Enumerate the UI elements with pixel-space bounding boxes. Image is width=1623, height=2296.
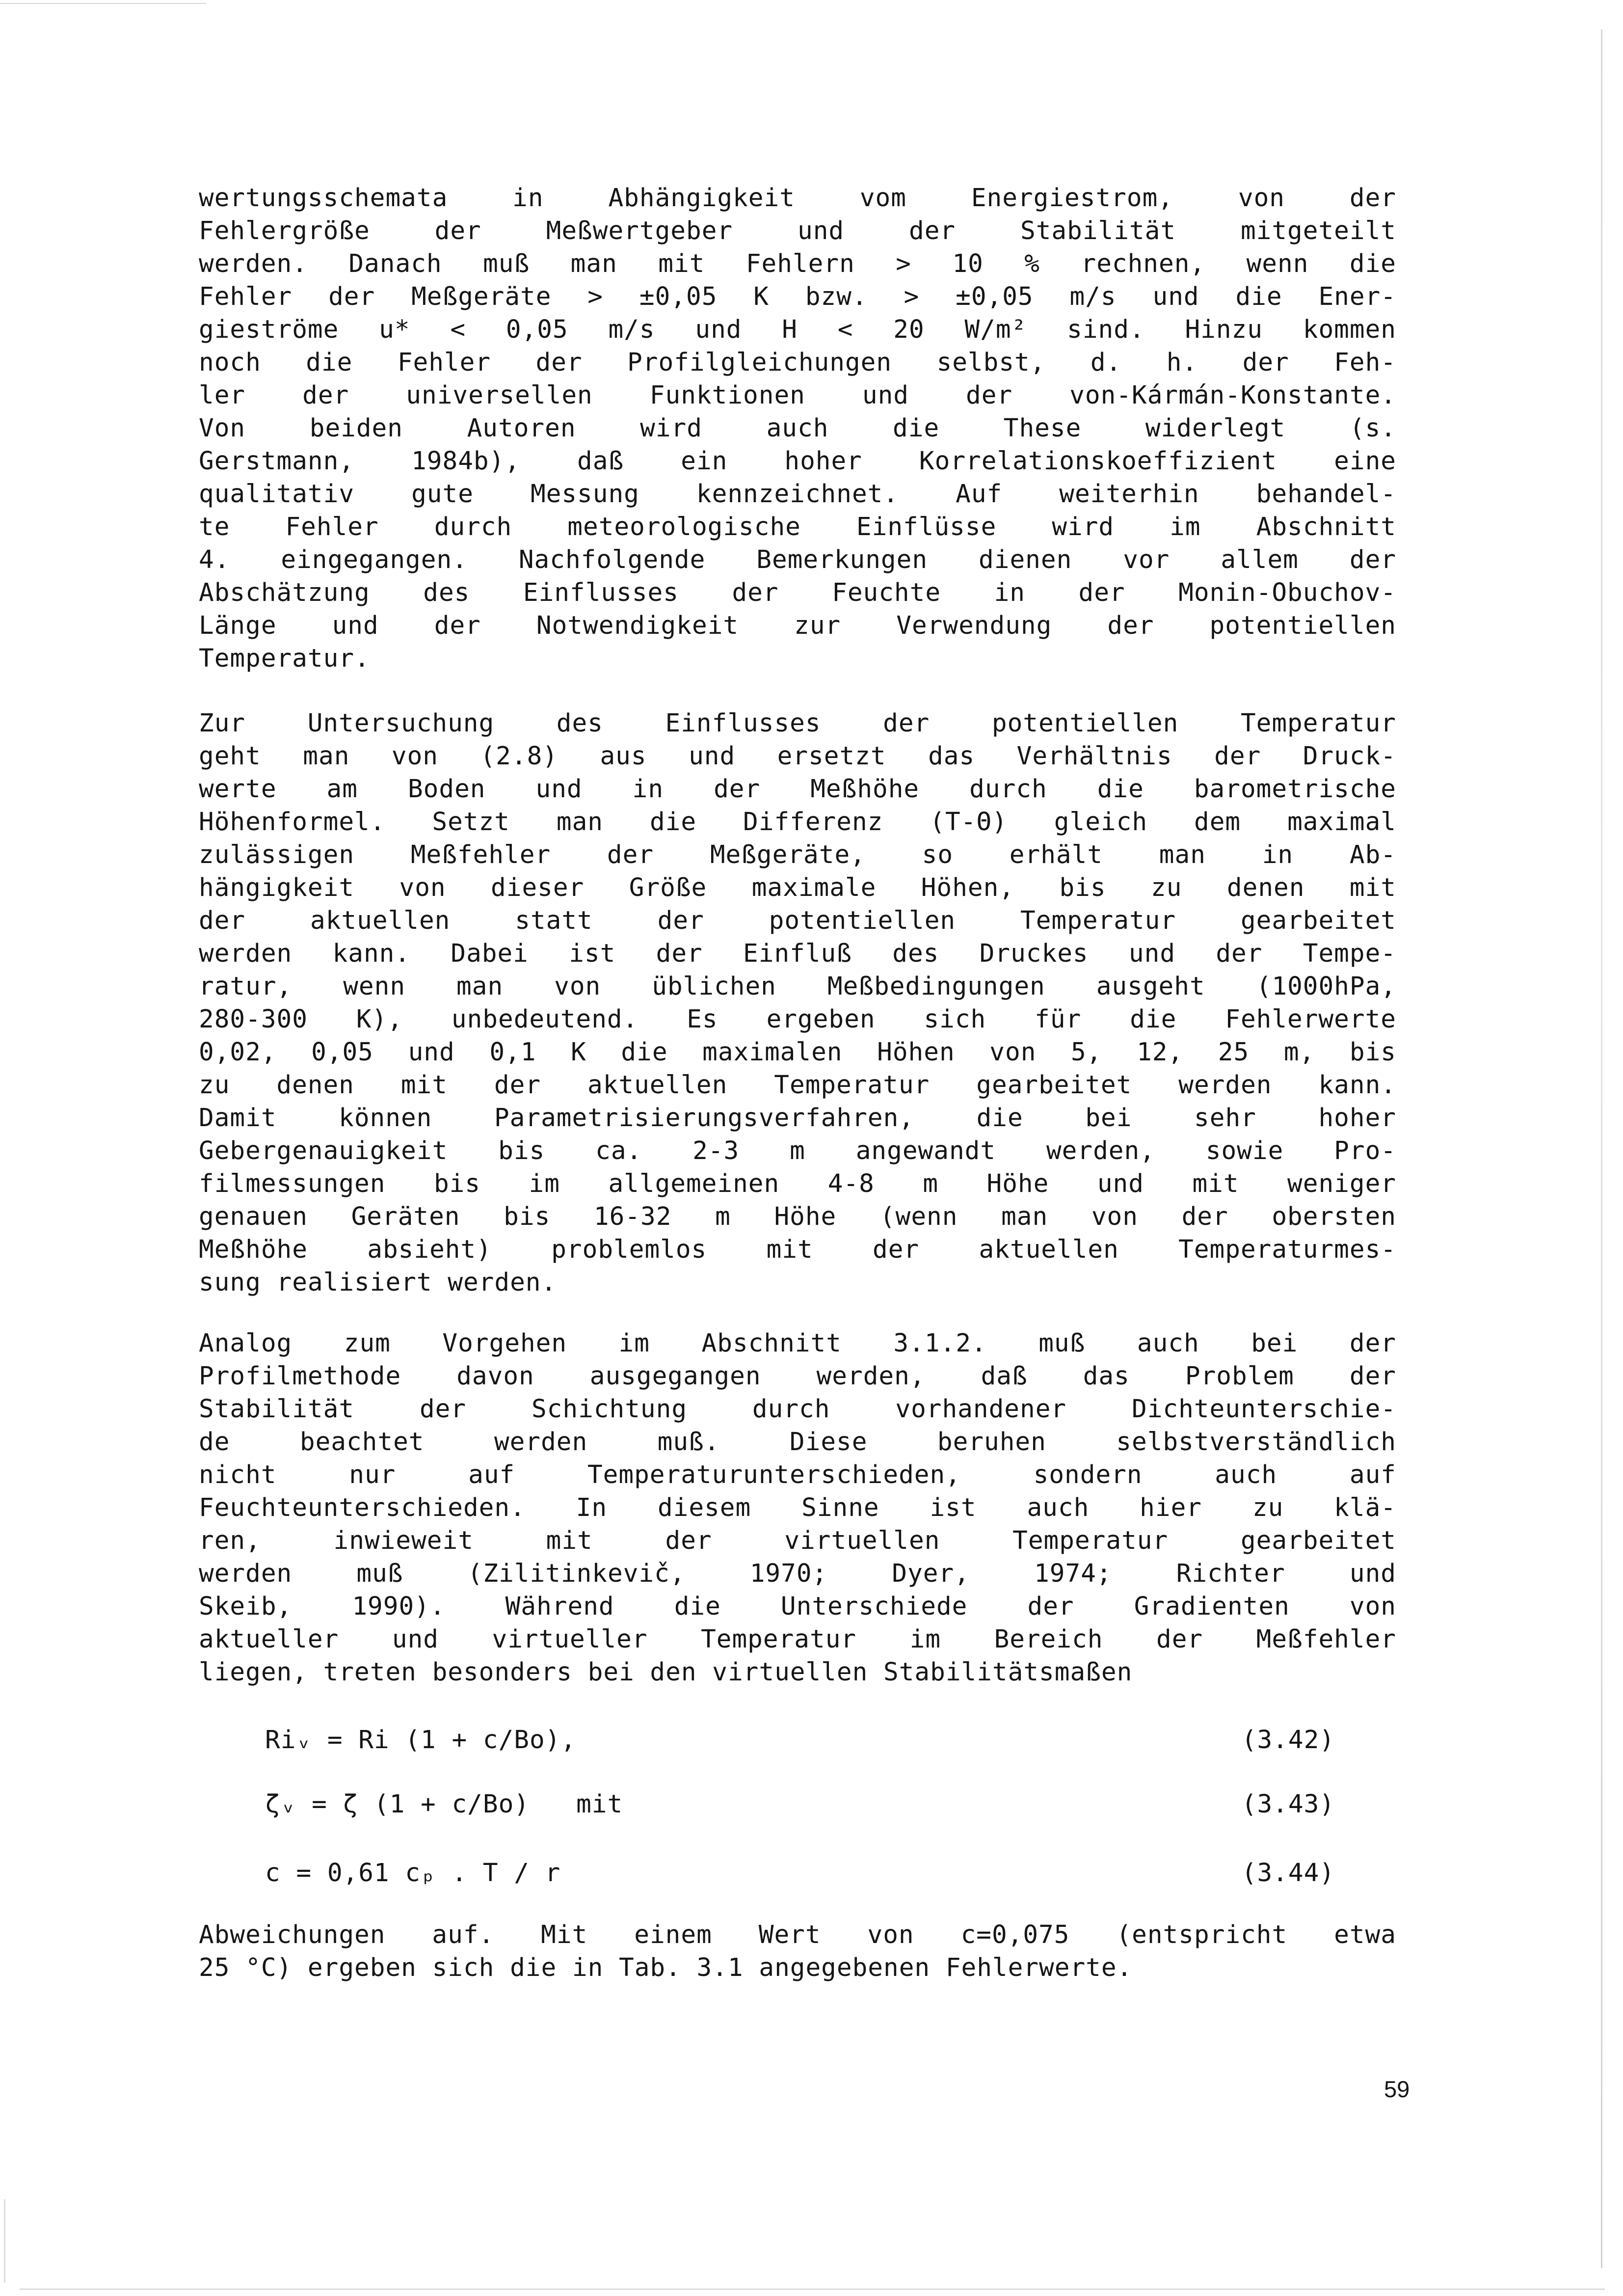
scan-edge-right bbox=[1601, 29, 1602, 2268]
equation-3-44 bbox=[265, 1859, 1335, 1898]
text-line: Zur Untersuchung des Einflusses der potentiellen Temperatur bbox=[199, 709, 1396, 738]
text-line: de beachtet werden muß. Diese beruhen selbstverständlich bbox=[199, 1428, 1396, 1457]
text-line: Abschätzung des Einflusses der Feuchte in der Monin-Obuchov- bbox=[199, 578, 1396, 607]
text-line: Damit können Parametrisierungsverfahren, die bei sehr hoher bbox=[199, 1104, 1396, 1133]
scan-edge-top bbox=[0, 3, 206, 4]
equation-expression: ζᵥ = ζ (1 + c/Bo) mit bbox=[265, 1790, 623, 1819]
text-line: ler der universellen Funktionen und der von-Kármán-Konstante. bbox=[199, 381, 1396, 410]
text-line: werden. Danach muß man mit Fehlern > 10 % rechnen, wenn die bbox=[199, 249, 1396, 278]
text-line: der aktuellen statt der potentiellen Temperatur gearbeitet bbox=[199, 906, 1396, 935]
text-line: Gebergenauigkeit bis ca. 2-3 m angewandt werden, sowie Pro- bbox=[199, 1136, 1396, 1165]
text-line: nicht nur auf Temperaturunterschieden, sondern auch auf bbox=[199, 1460, 1396, 1489]
text-line: 4. eingegangen. Nachfolgende Bemerkungen dienen vor allem der bbox=[199, 545, 1396, 574]
text-line: noch die Fehler der Profilgleichungen selbst, d. h. der Feh- bbox=[199, 348, 1396, 377]
text-line: geht man von (2.8) aus und ersetzt das Verhältnis der Druck- bbox=[199, 742, 1396, 771]
page-number: 59 bbox=[1384, 2076, 1410, 2102]
text-line: zulässigen Meßfehler der Meßgeräte, so erhält man in Ab- bbox=[199, 840, 1396, 869]
equation-number: (3.43) bbox=[1241, 1790, 1335, 1819]
text-line: Profilmethode davon ausgegangen werden, daß das Problem der bbox=[199, 1362, 1396, 1391]
text-line: Gerstmann, 1984b), daß ein hoher Korrelationskoeffizient eine bbox=[199, 447, 1396, 476]
text-line: Von beiden Autoren wird auch die These widerlegt (s. bbox=[199, 414, 1396, 443]
text-line: 280-300 K), unbedeutend. Es ergeben sich für die Fehlerwerte bbox=[199, 1005, 1396, 1034]
text-line: Meßhöhe absieht) problemlos mit der aktuellen Temperaturmes- bbox=[199, 1235, 1396, 1264]
text-line: Höhenformel. Setzt man die Differenz (T-Θ) gleich dem maximal bbox=[199, 808, 1396, 837]
text-line: ratur, wenn man von üblichen Meßbedingungen ausgeht (1000hPa, bbox=[199, 972, 1396, 1001]
equation-number: (3.42) bbox=[1241, 1726, 1335, 1755]
equation-3-42 bbox=[265, 1726, 1335, 1765]
text-line: wertungsschemata in Abhängigkeit vom Energiestrom, von der bbox=[199, 184, 1396, 213]
paragraph-error-estimation bbox=[199, 182, 1396, 675]
text-line: filmessungen bis im allgemeinen 4-8 m Höhe und mit weniger bbox=[199, 1169, 1396, 1198]
text-line: Feuchteunterschieden. In diesem Sinne ist auch hier zu klä- bbox=[199, 1493, 1396, 1522]
text-line: Abweichungen auf. Mit einem Wert von c=0,075 (entspricht etwa bbox=[199, 1920, 1396, 1949]
text-line: aktueller und virtueller Temperatur im Bereich der Meßfehler bbox=[199, 1625, 1396, 1654]
text-line: Temperatur. bbox=[199, 644, 370, 673]
text-line: te Fehler durch meteorologische Einflüsse wird im Abschnitt bbox=[199, 513, 1396, 541]
equation-number: (3.44) bbox=[1241, 1859, 1335, 1888]
text-line: 25 °C) ergeben sich die in Tab. 3.1 angegebenen Fehlerwerte. bbox=[199, 1953, 1133, 1982]
text-line: Länge und der Notwendigkeit zur Verwendung der potentiellen bbox=[199, 611, 1396, 640]
text-line: Fehler der Meßgeräte > ±0,05 K bzw. > ±0,05 m/s und die Ener- bbox=[199, 282, 1396, 311]
text-line: 0,02, 0,05 und 0,1 K die maximalen Höhen von 5, 12, 25 m, bis bbox=[199, 1038, 1396, 1067]
text-line: liegen, treten besonders bei den virtuellen Stabilitätsmaßen bbox=[199, 1658, 1133, 1687]
paragraph-potential-temperature bbox=[199, 707, 1396, 1299]
text-line: werden kann. Dabei ist der Einfluß des Druckes und der Tempe- bbox=[199, 939, 1396, 968]
text-line: Skeib, 1990). Während die Unterschiede der Gradienten von bbox=[199, 1592, 1396, 1621]
equation-expression: c = 0,61 cₚ . T / r bbox=[265, 1859, 561, 1888]
text-line: werden muß (Zilitinkevič, 1970; Dyer, 1974; Richter und bbox=[199, 1559, 1396, 1588]
text-line: werte am Boden und in der Meßhöhe durch die barometrische bbox=[199, 775, 1396, 804]
equation-expression: Riᵥ = Ri (1 + c/Bo), bbox=[265, 1726, 577, 1755]
paragraph-deviations bbox=[199, 1918, 1396, 1984]
text-line: gieströme u* < 0,05 m/s und H < 20 W/m² sind. Hinzu kommen bbox=[199, 315, 1396, 344]
text-line: hängigkeit von dieser Größe maximale Höhen, bis zu denen mit bbox=[199, 873, 1396, 902]
text-line: genauen Geräten bis 16-32 m Höhe (wenn man von der obersten bbox=[199, 1202, 1396, 1231]
text-line: Fehlergröße der Meßwertgeber und der Stabilität mitgeteilt bbox=[199, 216, 1396, 245]
text-line: qualitativ gute Messung kennzeichnet. Auf weiterhin behandel- bbox=[199, 480, 1396, 509]
text-line: zu denen mit der aktuellen Temperatur gearbeitet werden kann. bbox=[199, 1071, 1396, 1100]
paragraph-virtual-temperature bbox=[199, 1327, 1396, 1689]
scan-edge-left bbox=[4, 2199, 5, 2283]
scan-edge-bottom bbox=[20, 2289, 1605, 2290]
equation-3-43 bbox=[265, 1790, 1335, 1829]
text-line: ren, inwieweit mit der virtuellen Temperatur gearbeitet bbox=[199, 1526, 1396, 1555]
text-line: Stabilität der Schichtung durch vorhandener Dichteunterschie- bbox=[199, 1395, 1396, 1424]
text-line: sung realisiert werden. bbox=[199, 1268, 557, 1297]
text-line: Analog zum Vorgehen im Abschnitt 3.1.2. muß auch bei der bbox=[199, 1329, 1396, 1358]
